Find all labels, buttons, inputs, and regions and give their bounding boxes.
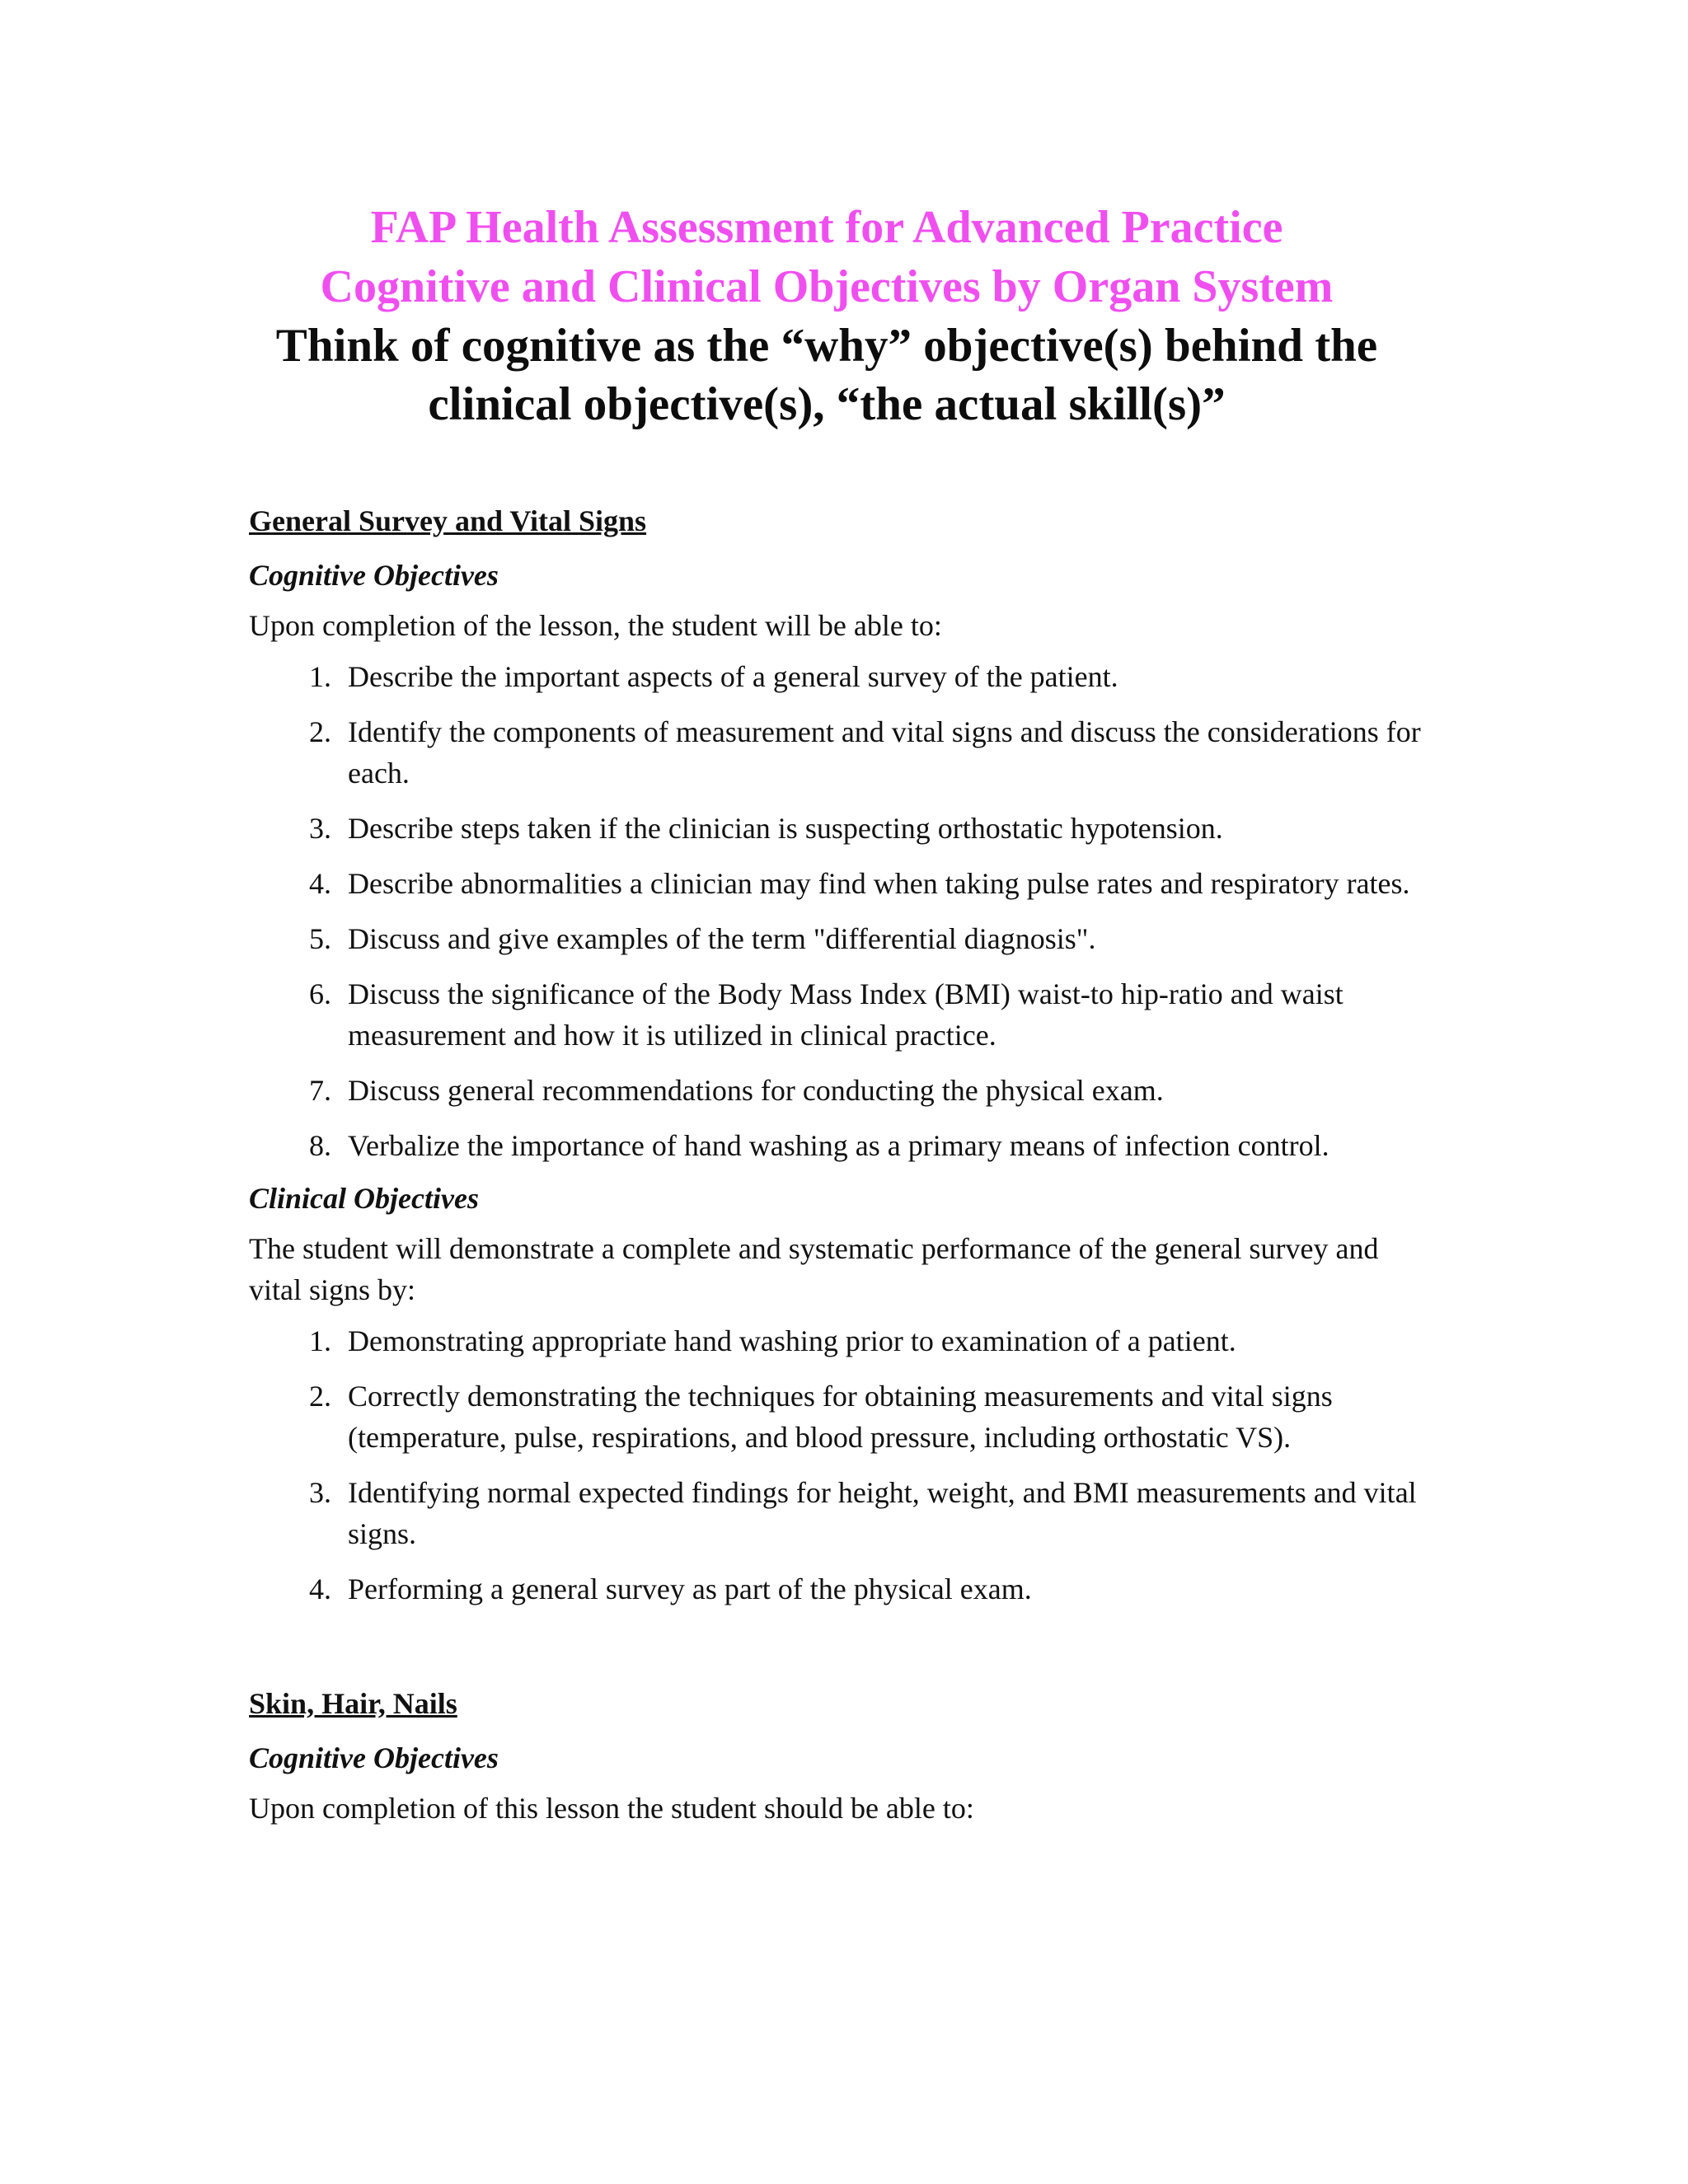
item-text: Describe abnormalities a clinician may find when taking pulse rates and respiratory rates. — [348, 867, 1410, 900]
item-text: Discuss general recommendations for conducting the physical exam. — [348, 1074, 1164, 1107]
clinical-objectives-list — [249, 1320, 1424, 1610]
title-line-course: FAP Health Assessment for Advanced Practice — [370, 202, 1283, 253]
item-text: Discuss the significance of the Body Mass Index (BMI) waist-to hip-ratio and waist measurement and how it is utilized in clinical practice. — [348, 977, 1343, 1052]
list-item — [249, 863, 1424, 904]
list-item — [249, 918, 1424, 959]
section-heading: General Survey and Vital Signs — [249, 504, 647, 537]
item-text: Describe the important aspects of a general survey of the patient. — [348, 660, 1118, 693]
item-text: Correctly demonstrating the techniques for obtaining measurements and vital signs (temperature, pulse, respirations, and blood pressure, including orthostatic VS). — [348, 1380, 1333, 1454]
list-item — [249, 973, 1424, 1056]
list-item — [249, 1320, 1424, 1361]
item-text: Discuss and give examples of the term "differential diagnosis". — [348, 922, 1096, 955]
list-item — [249, 656, 1424, 697]
list-item — [249, 1376, 1424, 1458]
item-number: 6. — [309, 977, 331, 1010]
item-number: 7. — [309, 1074, 331, 1107]
section-skin-hair-nails — [249, 1685, 1424, 1829]
cognitive-objectives-label: Cognitive Objectives — [249, 1741, 499, 1774]
item-text: Identifying normal expected findings for height, weight, and BMI measurements and vital signs. — [348, 1476, 1417, 1550]
item-number: 1. — [309, 1324, 331, 1357]
item-number: 3. — [309, 1476, 331, 1509]
list-item — [249, 1472, 1424, 1554]
section-general-survey — [249, 503, 1424, 1610]
item-text: Describe steps taken if the clinician is suspecting orthostatic hypotension. — [348, 812, 1223, 845]
list-item — [249, 1070, 1424, 1111]
section-heading: Skin, Hair, Nails — [249, 1687, 457, 1720]
list-item — [249, 1125, 1424, 1166]
item-text: Identify the components of measurement and vital signs and discuss the considerations for each. — [348, 715, 1421, 790]
list-item — [249, 808, 1424, 849]
item-text: Performing a general survey as part of the physical exam. — [348, 1572, 1032, 1605]
list-item — [249, 1568, 1424, 1610]
title-line-note-2: clinical objective(s), “the actual skill(s)” — [428, 378, 1226, 430]
item-number: 2. — [309, 715, 331, 748]
item-text: Demonstrating appropriate hand washing prior to examination of a patient. — [348, 1324, 1236, 1357]
document-title — [229, 198, 1424, 434]
item-number: 3. — [309, 812, 331, 845]
list-item — [249, 711, 1424, 794]
item-number: 4. — [309, 867, 331, 900]
cognitive-intro: Upon completion of the lesson, the student will be able to: — [249, 609, 942, 642]
item-number: 2. — [309, 1380, 331, 1413]
item-number: 1. — [309, 660, 331, 693]
item-number: 5. — [309, 922, 331, 955]
title-line-subtitle: Cognitive and Clinical Objectives by Organ System — [320, 261, 1334, 312]
clinical-objectives-label: Clinical Objectives — [249, 1182, 479, 1215]
cognitive-intro: Upon completion of this lesson the student should be able to: — [249, 1792, 974, 1825]
item-text: Verbalize the importance of hand washing as a primary means of infection control. — [348, 1129, 1329, 1162]
item-number: 4. — [309, 1572, 331, 1605]
clinical-intro: The student will demonstrate a complete and systematic performance of the general survey and vital signs by: — [249, 1232, 1379, 1306]
item-number: 8. — [309, 1129, 331, 1162]
cognitive-objectives-list — [249, 656, 1424, 1166]
title-line-note-1: Think of cognitive as the “why” objective(s) behind the — [275, 320, 1378, 372]
cognitive-objectives-label: Cognitive Objectives — [249, 559, 499, 592]
